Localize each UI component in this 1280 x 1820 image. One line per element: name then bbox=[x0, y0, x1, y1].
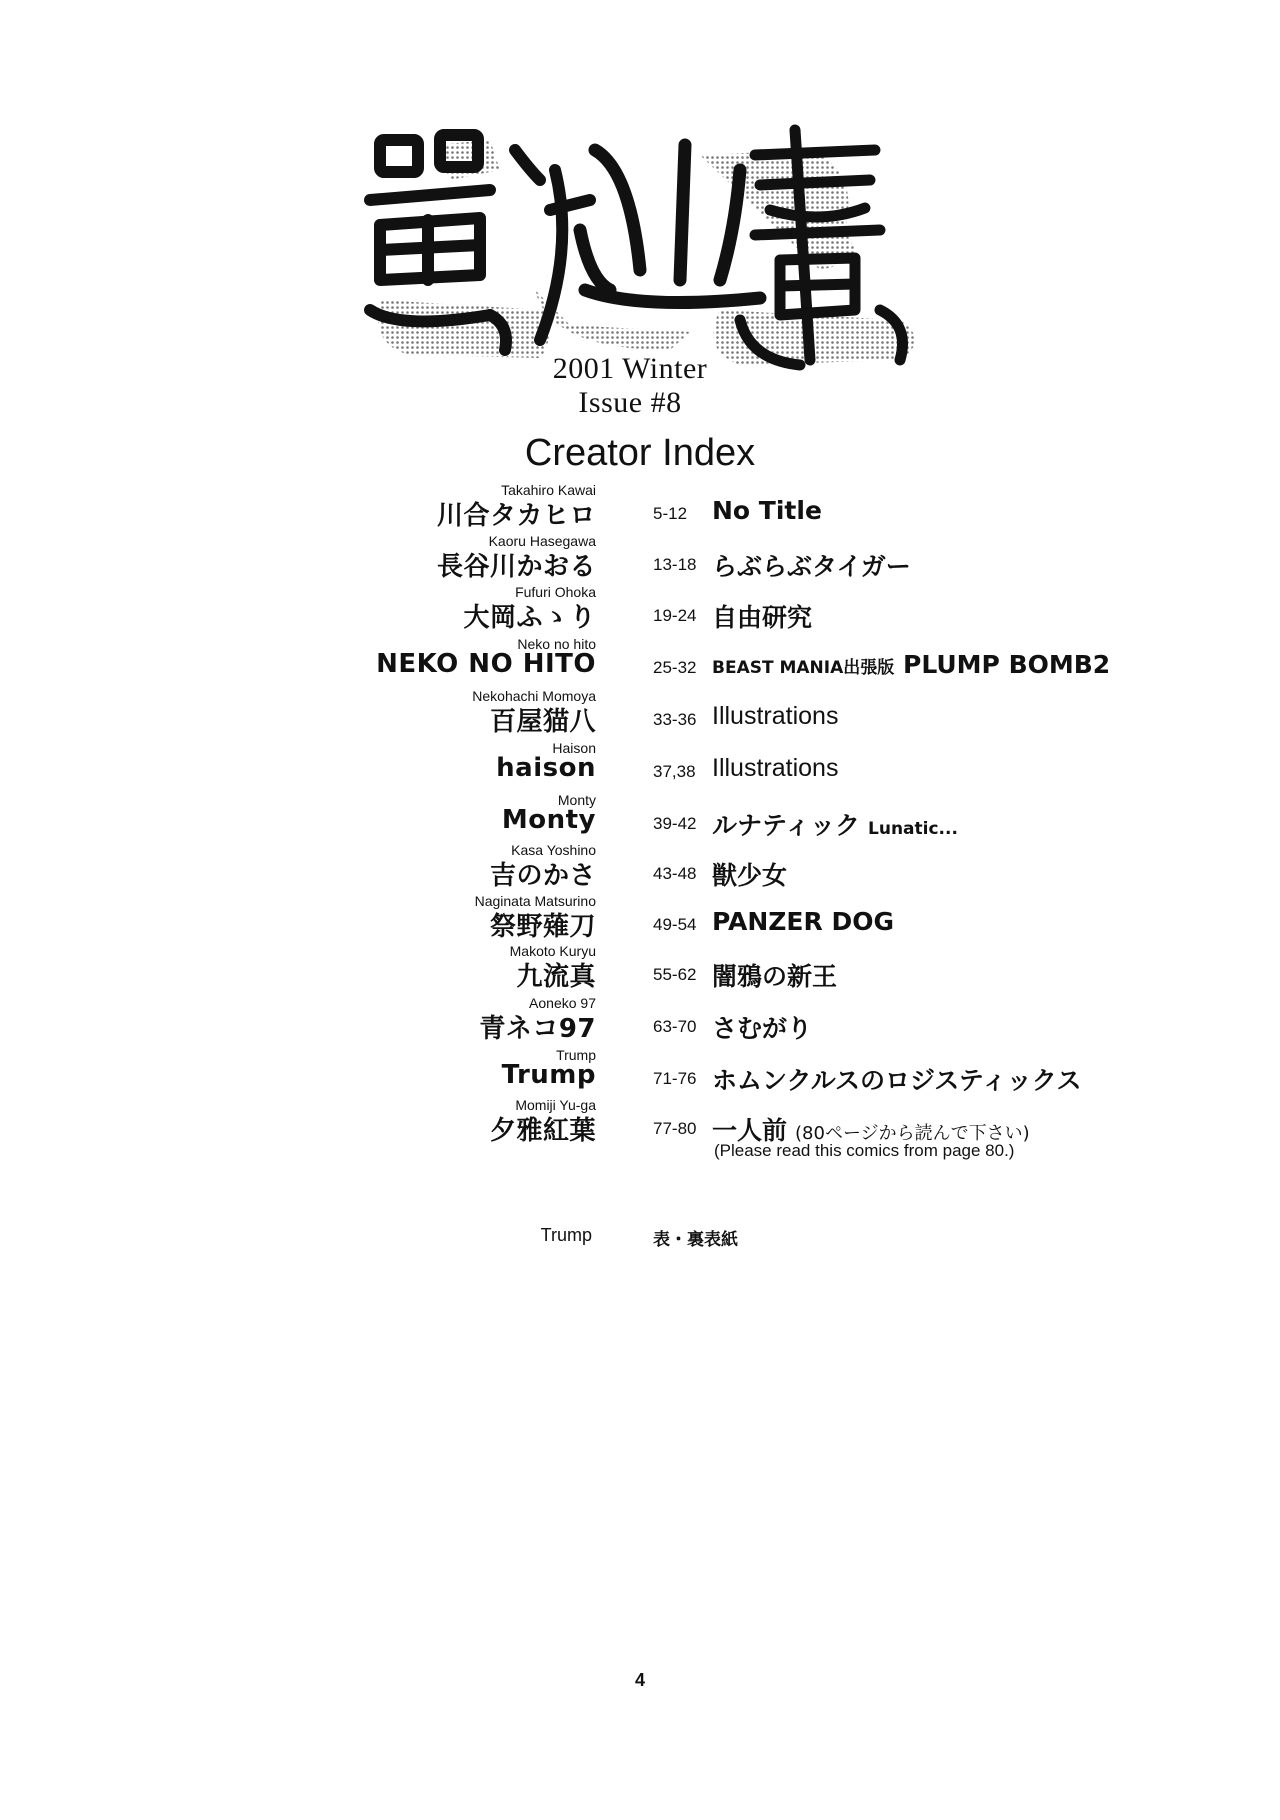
index-entry bbox=[0, 995, 1280, 1047]
work-title: PANZER DOG bbox=[712, 907, 894, 936]
page-range: 19-24 bbox=[653, 606, 697, 625]
creator-romaji: Kaoru Hasegawa bbox=[488, 533, 596, 549]
page-range: 33-36 bbox=[653, 710, 697, 729]
creator-romaji: Trump bbox=[556, 1047, 596, 1063]
cover-creator: Trump bbox=[540, 1225, 592, 1245]
creator-name: 川合タカヒロ bbox=[436, 501, 596, 531]
creator-name: NEKO NO HITO bbox=[376, 649, 596, 679]
creator-romaji: Nekohachi Momoya bbox=[472, 688, 596, 704]
index-entry bbox=[0, 482, 1280, 534]
creator-name: 大岡ふゝり bbox=[463, 603, 596, 633]
work-title: 自由研究 bbox=[712, 603, 813, 632]
index-entry bbox=[0, 842, 1280, 894]
work-title-suffix: Lunatic... bbox=[868, 819, 958, 839]
page-range: 43-48 bbox=[653, 864, 697, 883]
creator-romaji: Monty bbox=[557, 792, 596, 808]
creator-name: 百屋猫八 bbox=[489, 707, 596, 737]
creator-name: 青ネコ97 bbox=[479, 1014, 596, 1044]
page-range: 37,38 bbox=[653, 762, 696, 781]
work-title: Illustrations bbox=[712, 702, 839, 730]
index-entry bbox=[0, 1047, 1280, 1099]
creator-name: 祭野薙刀 bbox=[489, 912, 596, 942]
page-range: 39-42 bbox=[653, 814, 697, 833]
page-range: 5-12 bbox=[653, 504, 688, 523]
work-title bbox=[712, 650, 1110, 679]
page-range: 25-32 bbox=[653, 658, 697, 677]
page-range: 13-18 bbox=[653, 555, 697, 574]
work-title: No Title bbox=[712, 496, 822, 525]
work-title-prefix: BEAST MANIA出張版 bbox=[712, 658, 895, 678]
creator-name: 長谷川かおる bbox=[436, 552, 596, 582]
creator-name: Monty bbox=[501, 805, 596, 835]
page-range: 55-62 bbox=[653, 965, 697, 984]
cover-label: 表・裏表紙 bbox=[653, 1230, 738, 1250]
creator-romaji: Takahiro Kawai bbox=[501, 482, 596, 498]
page-number: 4 bbox=[634, 1670, 645, 1690]
work-title: さむがり bbox=[712, 1014, 813, 1043]
index-entry bbox=[0, 1097, 1280, 1160]
index-entry bbox=[0, 533, 1280, 585]
work-title-main: PLUMP BOMB2 bbox=[903, 650, 1111, 679]
index-entry bbox=[0, 636, 1280, 688]
page-range: 49-54 bbox=[653, 915, 697, 934]
work-title: Illustrations bbox=[712, 754, 839, 782]
creator-romaji: Haison bbox=[552, 740, 596, 756]
creator-romaji: Aoneko 97 bbox=[529, 995, 596, 1011]
index-title: Creator Index bbox=[524, 432, 756, 474]
creator-romaji: Makoto Kuryu bbox=[509, 943, 596, 959]
work-title: ホムンクルスのロジスティックス bbox=[712, 1066, 1082, 1095]
index-entry bbox=[0, 740, 1280, 792]
work-title: 獣少女 bbox=[712, 861, 788, 890]
creator-romaji: Kasa Yoshino bbox=[511, 842, 596, 858]
creator-name: 夕雅紅葉 bbox=[489, 1116, 596, 1146]
work-title: らぶらぶタイガー bbox=[712, 552, 911, 581]
creator-name: Trump bbox=[501, 1060, 596, 1090]
work-title-note: (80ページから読んで下さい) bbox=[795, 1123, 1030, 1144]
work-title bbox=[712, 806, 958, 842]
index-entry bbox=[0, 584, 1280, 636]
creator-name: haison bbox=[496, 753, 596, 783]
work-title-main: 一人前 bbox=[712, 1116, 788, 1145]
work-title: 闇鴉の新王 bbox=[712, 962, 838, 991]
page-range: 71-76 bbox=[653, 1069, 697, 1088]
edition-issue: Issue #8 bbox=[578, 386, 682, 419]
creator-romaji: Naginata Matsurino bbox=[474, 893, 596, 909]
page-range: 63-70 bbox=[653, 1017, 697, 1036]
creator-romaji: Neko no hito bbox=[517, 636, 596, 652]
index-entry bbox=[0, 688, 1280, 740]
edition-year: 2001 Winter bbox=[552, 352, 708, 385]
index-entry bbox=[0, 943, 1280, 995]
creator-name: 吉のかさ bbox=[489, 861, 596, 891]
page-range: 77-80 bbox=[653, 1119, 697, 1138]
work-title-main: ルナティック bbox=[712, 811, 861, 840]
index-entry bbox=[0, 792, 1280, 844]
creator-name: 九流真 bbox=[516, 962, 596, 992]
creator-romaji: Fufuri Ohoka bbox=[515, 584, 596, 600]
creator-romaji: Momiji Yu-ga bbox=[515, 1097, 596, 1113]
reading-note: (Please read this comics from page 80.) bbox=[714, 1141, 1015, 1160]
index-entry bbox=[0, 893, 1280, 945]
